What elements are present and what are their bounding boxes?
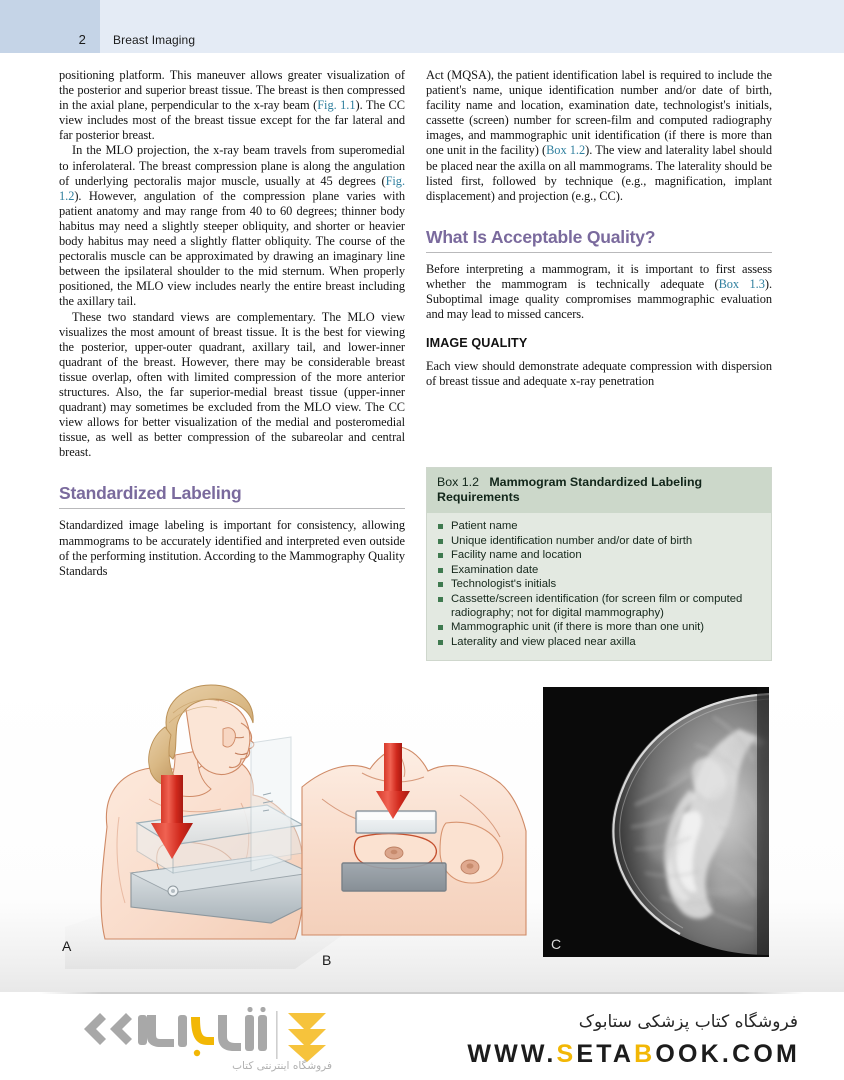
bullet-square-icon [438, 597, 443, 602]
para-standardized-labeling [59, 518, 405, 578]
right-text-column [426, 68, 772, 389]
setabook-logo [78, 1007, 338, 1073]
header-right-color-block [100, 0, 844, 53]
panel-label-c: C [551, 936, 562, 952]
left-column-paragraphs-after-heading [59, 518, 405, 578]
cross-reference-link[interactable]: Fig. 1.2 [59, 173, 405, 203]
page-number: 2 [78, 32, 86, 47]
bullet-square-icon [438, 640, 443, 645]
spacer [426, 350, 772, 359]
text-run: ). However, angulation of the compression plane varies with patient anatomy and may range from 40 to 60 degrees; thinner body habitus may need a slightly steeper obliquity, and shorter or heavier body habitus may need a slightly flatter obliquity. The course of the pectoralis muscle can be approximated by drawing an imaginary line between the ipsilateral shoulder to the mid sternum. When properly positioned, the MLO view includes nearly the entire breast including the axillary tail. [59, 188, 405, 309]
box-list-item-label: Laterality and view placed near axilla [451, 635, 636, 648]
box-list-item-label: Patient name [451, 520, 518, 532]
text-run: ). Suboptimal image quality compromises mammographic evaluation and may lead to missed cancers. [426, 276, 772, 322]
box-list-item [437, 564, 761, 578]
left-column-paragraphs [59, 68, 405, 460]
box-list-item [437, 520, 761, 534]
text-run: In the MLO projection, the x-ray beam travels from superomedial to inferolateral. The breast compression plane is along the angulation of underlying pectoralis major muscle, usually at 45 degrees ( [59, 143, 405, 188]
right-column-paragraphs-after-subheading [426, 359, 772, 389]
box-list-item [437, 621, 761, 635]
box-list-item [437, 578, 761, 592]
spacer [426, 322, 772, 336]
para-cc-view [59, 68, 405, 143]
url-segment: S [556, 1040, 577, 1068]
cross-reference-link[interactable]: Box 1.3 [718, 276, 765, 291]
box-list-item-label: Facility name and location [451, 549, 582, 562]
subsection-heading-image-quality: IMAGE QUALITY [426, 336, 528, 351]
box-list-item-label: Unique identification number and/or date of birth [451, 534, 693, 547]
logo-subtext: فروشگاه اینترنتی کتاب [232, 1060, 332, 1072]
text-run: Each view should demonstrate adequate compression with dispersion of breast tissue and adequate x-ray penetration [426, 359, 772, 389]
box-list-item-label: Mammographic unit (if there is more than one unit) [451, 621, 705, 634]
cross-reference-link[interactable]: Box 1.2 [546, 143, 586, 158]
bullet-square-icon [438, 539, 443, 544]
box-number: Box 1.2 [437, 475, 480, 489]
box-list-item-label: Technologist's initials [451, 578, 557, 591]
para-mlo-projection [59, 143, 405, 309]
setabook-logo-mark [78, 1007, 338, 1065]
box-header [427, 468, 771, 513]
para-acceptable-quality [426, 262, 772, 322]
figure-1-1-panels [0, 672, 844, 992]
url-segment: ETA [576, 1040, 635, 1068]
text-run: Standardized image labeling is important for consistency, allowing mammograms to be accurately identified and interpreted even outside of the performing institution. According to the Mammography Quality Standards [59, 518, 405, 578]
text-run: ). The CC view includes most of the breast tissue except for the far lateral and far posterior breast. [59, 98, 405, 143]
text-run: positioning platform. This maneuver allows greater visualization of the posterior and superior breast tissue. The breast is then compressed in the axial plane, perpendicular to the x-ray beam ( [59, 68, 405, 113]
box-list-item [437, 549, 761, 563]
spacer [426, 253, 772, 262]
url-segment: OOK.COM [655, 1040, 800, 1068]
box-body [427, 513, 771, 660]
box-title: Mammogram Standardized Labeling Requirements [437, 475, 703, 504]
box-requirements-list [437, 520, 761, 649]
box-list-item [437, 593, 761, 620]
bullet-square-icon [438, 524, 443, 529]
cross-reference-link[interactable]: Fig. 1.1 [317, 98, 356, 113]
box-list-item-label: Examination date [451, 563, 539, 576]
bullet-square-icon [438, 553, 443, 558]
watermark-url [467, 1040, 800, 1069]
spacer [59, 460, 405, 483]
box-list-item [437, 636, 761, 650]
box-1-2 [426, 467, 772, 661]
spacer [426, 204, 772, 227]
box-list-item [437, 535, 761, 549]
box-list-item-label: Cassette/screen identification (for screen film or computed radiography; not for digital mammography) [451, 592, 743, 619]
mammogram-cc-view [543, 687, 769, 957]
spacer [59, 509, 405, 518]
text-run: ). The view and laterality label should be placed near the axilla on all mammograms. The laterality should be listed first, followed by technique (e.g., magnification, implant displacement) and projection (e.g., CC). [426, 143, 772, 203]
watermark-persian-tagline: فروشگاه کتاب پزشکی ستابوک [578, 1012, 798, 1032]
footer-divider [40, 992, 804, 994]
mammogram-image-panel [543, 687, 769, 957]
page-header [0, 0, 844, 53]
right-column-paragraphs [426, 68, 772, 204]
para-complementary-views [59, 310, 405, 461]
panel-label-b: B [322, 952, 332, 968]
right-column-paragraphs-after-heading [426, 262, 772, 322]
panel-label-a: A [62, 938, 72, 954]
bullet-square-icon [438, 568, 443, 573]
section-heading-standardized-labeling: Standardized Labeling [59, 483, 242, 504]
text-run: These two standard views are complementary. The MLO view visualizes the most amount of breast tissue. It is the best for viewing the posterior, upper-outer quadrant, axillary tail, and lower-inner quadrant of the breast. However, there may be considerable breast tissue overlap, often with limited compression of the more anterior structures. Also, the far superior-medial breast tissue (upper-inner quadrant) may sometimes be excluded from the MLO view. The CC view allows for better visualization of the medial and posteromedial tissue, as well as better compression of the subareolar and central breast. [59, 309, 405, 460]
url-segment: WWW. [467, 1040, 557, 1068]
running-title: Breast Imaging [113, 33, 196, 47]
illustration-cc-compression-cross-section [300, 727, 530, 977]
para-image-quality [426, 359, 772, 389]
para-mqsa [426, 68, 772, 204]
bullet-square-icon [438, 582, 443, 587]
text-run: Before interpreting a mammogram, it is important to first assess whether the mammogram is technically adequate ( [426, 261, 772, 291]
bullet-square-icon [438, 625, 443, 630]
section-heading-acceptable-quality: What Is Acceptable Quality? [426, 226, 656, 247]
left-text-column [59, 68, 405, 579]
text-run: Act (MQSA), the patient identification label is required to include the patient's name, unique identification number and/or date of birth, facility name and location, examination date, technologist's initials, cassette (screen) number for screen-film and computed radiography images, and mammographic unit identification (if there is more than one unit in the facility) ( [426, 68, 772, 158]
url-segment: B [634, 1040, 656, 1068]
